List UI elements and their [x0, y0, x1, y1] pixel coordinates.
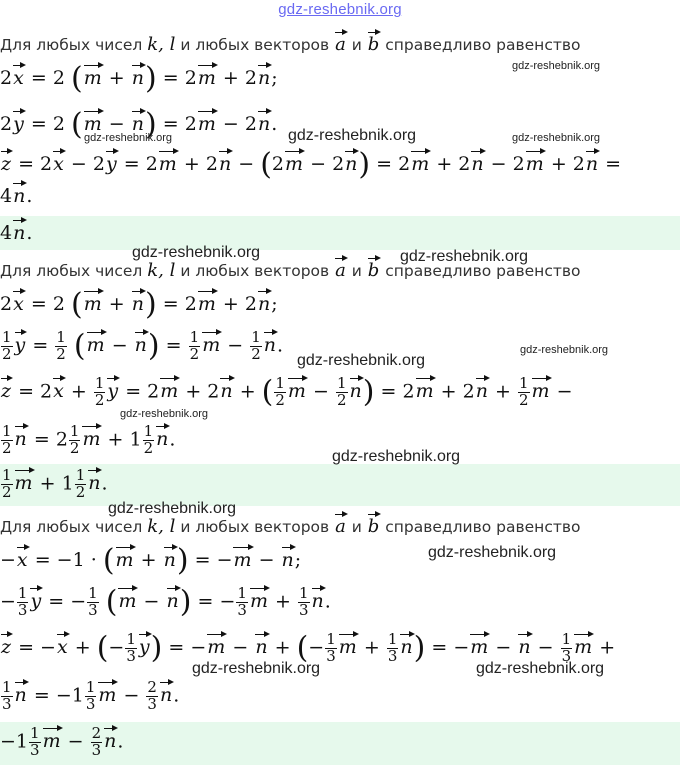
- answer-c: −1 $\frac{1}{3}$ m − $\frac{2}{3}$ n.: [0, 724, 124, 759]
- equation-3c-cont: $\frac{1}{3}$ n = −1 $\frac{1}{3}$ m − $\frac{2}{3}$ n.: [2, 678, 180, 713]
- answer-b: $\frac{1}{2}$ m + 1 $\frac{1}{2}$ n.: [2, 466, 108, 501]
- equation-2a: 2x = 2 (m + n) = 2m + 2n;: [0, 287, 278, 322]
- watermark: gdz-reshebnik.org: [400, 248, 529, 265]
- equation-3b: − $\frac{1}{3}$ y = − $\frac{1}{3}$ (m − n) = − $\frac{1}{3}$ m + $\frac{1}{3}$ n.: [0, 584, 331, 620]
- intro-scalars: k, l: [147, 34, 176, 55]
- watermark: gdz-reshebnik.org: [512, 60, 601, 72]
- intro-text: Для любых чисел: [0, 36, 143, 54]
- equation-2c-cont: $\frac{1}{2}$ n = 2 $\frac{1}{2}$ m + 1 $\frac{1}{2}$ n.: [2, 422, 176, 457]
- vector-y: y: [13, 113, 24, 135]
- intro-line-1: [0, 36, 580, 54]
- answer-band-a: [0, 216, 680, 250]
- equation-3c: z = −x + (− $\frac{1}{3}$ y) = −m − n + (− $\frac{1}{3}$ m + $\frac{1}{3}$ n) = −m − n − $\frac{1}{3}$ m +: [1, 630, 616, 666]
- watermark: gdz-reshebnik.org: [288, 127, 417, 144]
- equation-1c: z = 2x − 2y = 2m + 2n − (2m − 2n) = 2m + 2n − 2m + 2n =: [1, 147, 622, 182]
- equation-1a: 2x = 2 (m + n) = 2m + 2n;: [0, 61, 278, 96]
- watermark: gdz-reshebnik.org: [84, 132, 173, 144]
- watermark: gdz-reshebnik.org: [512, 132, 601, 144]
- watermark: gdz-reshebnik.org: [332, 448, 461, 465]
- equation-3a: −x = −1 · (m + n) = −m − n;: [0, 543, 302, 578]
- watermark: gdz-reshebnik.org: [476, 660, 605, 677]
- watermark: gdz-reshebnik.org: [520, 344, 609, 356]
- equation-1c-cont: 4n.: [0, 185, 33, 207]
- vector-x: x: [13, 67, 24, 89]
- watermark: gdz-reshebnik.org: [192, 660, 321, 677]
- intro-text: справедливо равенство: [385, 36, 581, 54]
- intro-line-3: Для любых чисел k, l и любых векторов a и b справедливо равенство: [0, 516, 581, 537]
- intro-text: и: [351, 36, 362, 54]
- vector-n: n: [131, 67, 144, 89]
- equation-2c: z = 2x + $\frac{1}{2}$ y = 2m + 2n + ( $\frac{1}{2}$ m − $\frac{1}{2}$ n) = 2m + 2n + $\frac{1}{2}$ m −: [1, 374, 573, 410]
- watermark: gdz-reshebnik.org: [120, 408, 209, 420]
- answer-a: 4n.: [0, 222, 33, 244]
- site-link[interactable]: gdz-reshebnik.org: [278, 1, 402, 18]
- vector-m: m: [83, 67, 102, 89]
- intro-line-2: Для любых чисел k, l и любых векторов a и b справедливо равенство: [0, 260, 581, 281]
- intro-text: и любых векторов: [180, 36, 330, 54]
- watermark: gdz-reshebnik.org: [108, 500, 237, 517]
- equation-1b: 2y = 2 (m − n) = 2m − 2n.: [0, 107, 278, 142]
- vector-a: a: [335, 34, 346, 55]
- equation-2b: $\frac{1}{2}$ y = $\frac{1}{2}$ (m − n) = $\frac{1}{2}$ m − $\frac{1}{2}$ n.: [2, 328, 284, 364]
- vector-z: z: [1, 153, 12, 175]
- watermark: gdz-reshebnik.org: [132, 244, 261, 261]
- watermark: gdz-reshebnik.org: [297, 352, 426, 369]
- watermark: gdz-reshebnik.org: [428, 544, 557, 561]
- vector-b: b: [367, 34, 380, 55]
